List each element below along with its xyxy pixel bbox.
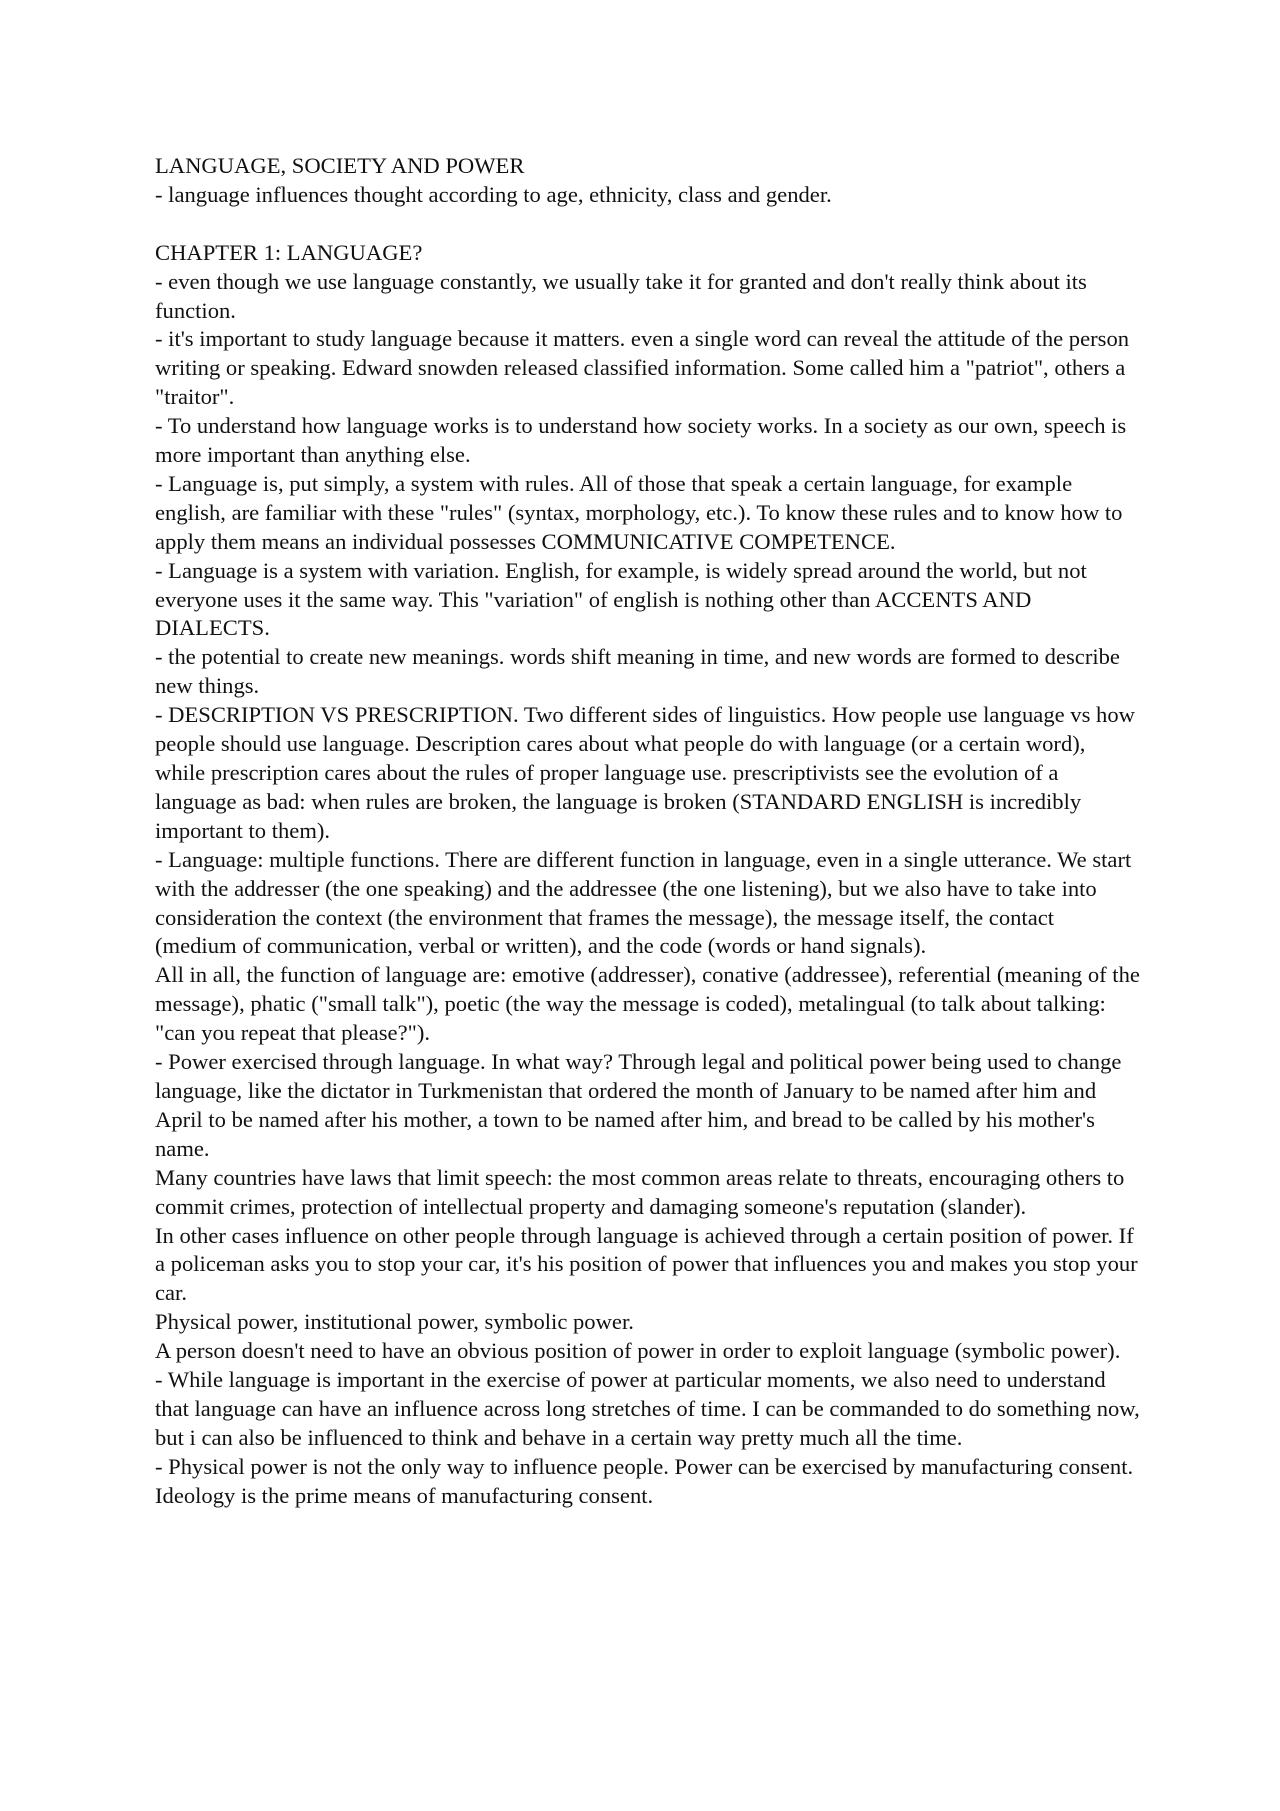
paragraph-3: - To understand how language works is to understand how society works. In a society as our own, speech is more important than anything else.: [155, 413, 1127, 468]
paragraph-13: Physical power, institutional power, symbolic power.: [155, 1309, 634, 1335]
paragraph-11: Many countries have laws that limit speech: the most common areas relate to threats, encouraging others to commit crimes, protection of intellectual property and damaging someone's reputation (slander).: [155, 1164, 1125, 1219]
paragraph-6: - the potential to create new meanings. words shift meaning in time, and new words are formed to describe new things.: [155, 644, 1120, 699]
paragraph-1: - even though we use language constantly, we usually take it for granted and don't really think about its function.: [155, 268, 1087, 323]
document-title: LANGUAGE, SOCIETY AND POWER: [155, 153, 525, 178]
paragraph-2: - it's important to study language because it matters. even a single word can reveal the attitude of the person writing or speaking. Edward snowden released classified information. Some called him a "patriot", others a "traitor".: [155, 326, 1130, 410]
paragraph-15: - While language is important in the exercise of power at particular moments, we also need to understand that language can have an influence across long stretches of time. I can be commanded to do something now, but i can also be influenced to think and behave in a certain way pretty much all the time.: [155, 1367, 1140, 1450]
spacer: [155, 210, 1140, 239]
paragraph-8: - Language: multiple functions. There are different function in language, even in a single utterance. We start with the addresser (the one speaking) and the addressee (the one listening), but we also have to take into consideration the context (the environment that frames the message), the message itself, the contact (medium of communication, verbal or written), and the code (words or hand signals).: [155, 846, 1132, 959]
document-page: [155, 152, 1140, 1511]
paragraph-7: - DESCRIPTION VS PRESCRIPTION. Two different sides of linguistics. How people use language vs how people should use language. Description cares about what people do with language (or a certain word), while prescription cares about the rules of proper language use. prescriptivists see the evolution of a language as bad: when rules are broken, the language is broken (STANDARD ENGLISH is incredibly important to them).: [155, 702, 1135, 843]
paragraph-14: A person doesn't need to have an obvious position of power in order to exploit language (symbolic power).: [155, 1338, 1121, 1364]
paragraph-9: All in all, the function of language are: emotive (addresser), conative (addressee), referential (meaning of the message), phatic ("small talk"), poetic (the way the message is coded), metalingual (to talk about talking: "can you repeat that please?").: [155, 962, 1140, 1046]
paragraph-4: - Language is, put simply, a system with rules. All of those that speak a certain language, for example english, are familiar with these "rules" (syntax, morphology, etc.). To know these rules and to know how to apply them means an individual possesses COMMUNICATIVE COMPETENCE.: [155, 470, 1123, 554]
paragraph-12: In other cases influence on other people through language is achieved through a certain position of power. If a policeman asks you to stop your car, it's his position of power that influences you and makes you stop your car.: [155, 1222, 1138, 1306]
paragraph-16: - Physical power is not the only way to influence people. Power can be exercised by manufacturing consent. Ideology is the prime means of manufacturing consent.: [155, 1453, 1134, 1508]
intro-line: - language influences thought according to age, ethnicity, class and gender.: [155, 181, 832, 207]
chapter-heading: CHAPTER 1: LANGUAGE?: [155, 239, 423, 265]
paragraph-10: - Power exercised through language. In what way? Through legal and political power being used to change language, like the dictator in Turkmenistan that ordered the month of January to be named after him and April to be named after his mother, a town to be named after him, and bread to be called by his mother's name.: [155, 1049, 1122, 1161]
paragraph-5: - Language is a system with variation. English, for example, is widely spread around the world, but not everyone uses it the same way. This "variation" of english is nothing other than ACCENTS AND DIALECTS.: [155, 557, 1087, 641]
